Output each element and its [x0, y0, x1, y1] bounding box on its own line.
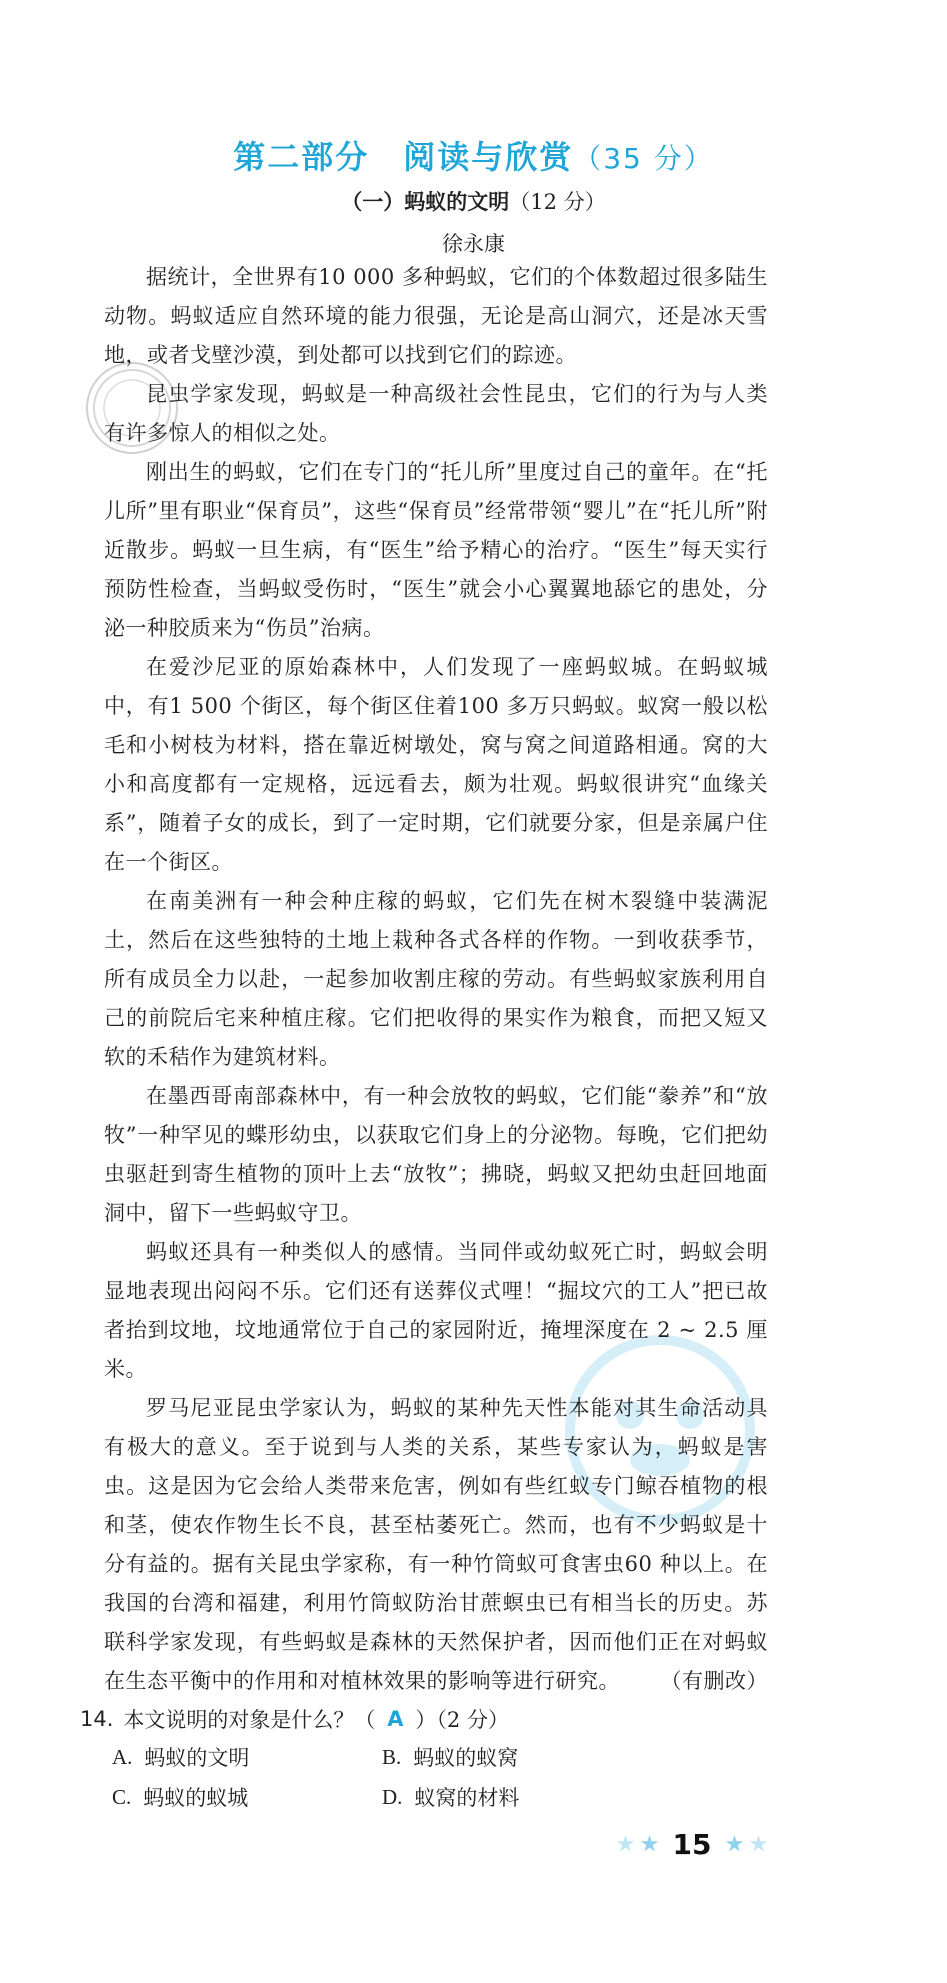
paragraph-8 [104, 1389, 768, 1701]
question-14 [80, 1702, 780, 1814]
option-letter: B. [382, 1744, 402, 1769]
article-title [0, 186, 947, 216]
question-answer: A [387, 1707, 404, 1731]
paragraph-8-text: 罗马尼亚昆虫学家认为，蚂蚁的某种先天性本能对其生命活动具有极大的意义。至于说到与人类的关系，某些专家认为，蚂蚁是害虫。这是因为它会给人类带来危害，例如有些红蚁专门鲸吞植物的根和茎，使农作物生长不良，甚至枯萎死亡。然而，也有不少蚂蚁是十分有益的。据有关昆虫学家称，有一种竹筒蚁可食害虫60 种以上。在我国的台湾和福建，利用竹筒蚁防治甘蔗螟虫已有相当长的历史。苏联科学家发现，有些蚂蚁是森林的天然保护者，因而他们正在对蚂蚁在生态平衡中的作用和对植林效果的影响等进行研究。 [104, 1396, 768, 1693]
article-author: 徐永康 [442, 232, 505, 256]
star-icon [641, 1835, 659, 1853]
star-icon [725, 1835, 743, 1853]
option-text: 蚁窝的材料 [414, 1786, 520, 1810]
paragraph-2: 昆虫学家发现，蚂蚁是一种高级社会性昆虫，它们的行为与人类有许多惊人的相似之处。 [104, 382, 768, 445]
section-title [0, 132, 947, 178]
question-stem-after: ）（2 分） [415, 1708, 509, 1732]
option-text: 蚂蚁的蚁窝 [413, 1746, 519, 1770]
article-body [104, 258, 768, 1701]
option-a [112, 1740, 382, 1774]
page-number: 15 [672, 1827, 712, 1861]
option-letter: A. [112, 1744, 133, 1769]
section-score: （35 分） [573, 142, 714, 175]
question-options [112, 1740, 780, 1814]
abridged-note: （有删改） [660, 1669, 768, 1693]
article-score: （12 分） [509, 190, 606, 214]
page-footer [612, 1824, 772, 1864]
article-title-text: （一）蚂蚁的文明 [341, 190, 510, 214]
paragraph-7: 蚂蚁还具有一种类似人的感情。当同伴或幼蚁死亡时，蚂蚁会明显地表现出闷闷不乐。它们还有送葬仪式哩！“掘坟穴的工人”把已故者抬到坟地，坟地通常位于自己的家园附近，掩埋深度在 2 ~ 2.5 厘米。 [104, 1240, 768, 1381]
paragraph-1: 据统计，全世界有10 000 多种蚂蚁，它们的个体数超过很多陆生动物。蚂蚁适应自然环境的能力很强，无论是高山洞穴，还是冰天雪地，或者戈壁沙漠，到处都可以找到它们的踪迹。 [104, 265, 768, 367]
star-icon [617, 1835, 635, 1853]
paragraph-5: 在南美洲有一种会种庄稼的蚂蚁，它们先在树木裂缝中装满泥土，然后在这些独特的土地上栽种各式各样的作物。一到收获季节，所有成员全力以赴，一起参加收割庄稼的劳动。有些蚂蚁家族利用自己的前院后宅来种植庄稼。它们把收得的果实作为粮食，而把又短又软的禾秸作为建筑材料。 [104, 889, 768, 1069]
option-text: 蚂蚁的蚁城 [143, 1786, 249, 1810]
question-stem-before: 本文说明的对象是什么？（ [123, 1708, 376, 1732]
option-text: 蚂蚁的文明 [144, 1746, 250, 1770]
option-letter: C. [112, 1784, 132, 1809]
option-letter: D. [382, 1784, 403, 1809]
option-d [382, 1780, 682, 1814]
question-stem [80, 1702, 780, 1736]
paragraph-4: 在爱沙尼亚的原始森林中，人们发现了一座蚂蚁城。在蚂蚁城中，有1 500 个街区，每个街区住着100 多万只蚂蚁。蚁窝一般以松毛和小树枝为材料，搭在靠近树墩处，窝与窝之间道路相通。窝的大小和高度都有一定规格，远远看去，颇为壮观。蚂蚁很讲究“血缘关系”，随着子女的成长，到了一定时期，它们就要分家，但是亲属户住在一个街区。 [104, 655, 768, 874]
question-number: 14. [80, 1707, 114, 1731]
paragraph-6: 在墨西哥南部森林中，有一种会放牧的蚂蚁，它们能“豢养”和“放牧”一种罕见的蝶形幼虫，以获取它们身上的分泌物。每晚，它们把幼虫驱赶到寄生植物的顶叶上去“放牧”；拂晓，蚂蚁又把幼虫赶回地面洞中，留下一些蚂蚁守卫。 [104, 1084, 768, 1225]
star-icon [749, 1835, 767, 1853]
paragraph-3: 刚出生的蚂蚁，它们在专门的“托儿所”里度过自己的童年。在“托儿所”里有职业“保育员”，这些“保育员”经常带领“婴儿”在“托儿所”附近散步。蚂蚁一旦生病，有“医生”给予精心的治疗。“医生”每天实行预防性检查，当蚂蚁受伤时，“医生”就会小心翼翼地舔它的患处，分泌一种胶质来为“伤员”治病。 [104, 460, 768, 640]
option-c [112, 1780, 382, 1814]
section-title-text: 第二部分 阅读与欣赏 [233, 138, 574, 176]
option-b [382, 1740, 682, 1774]
